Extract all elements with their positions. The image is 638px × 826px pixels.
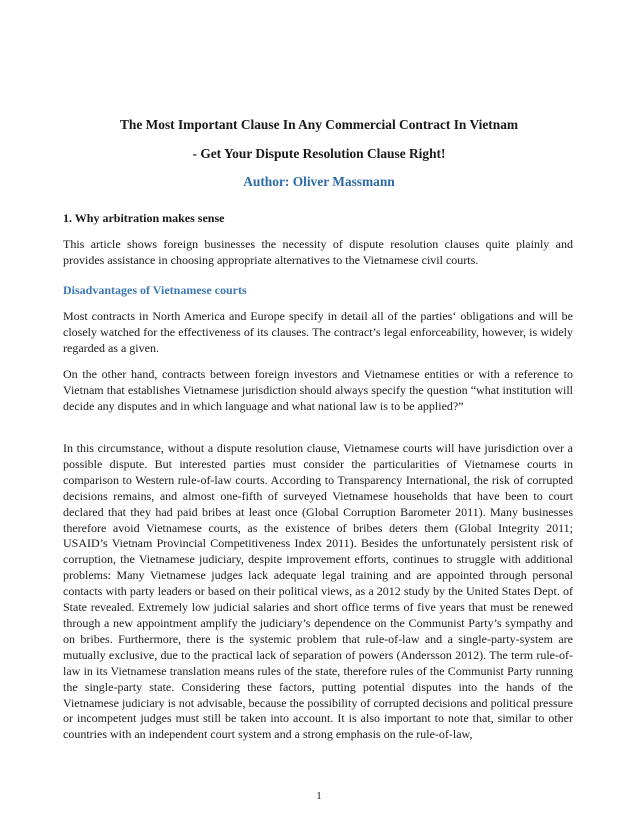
subheading: Disadvantages of Vietnamese courts (63, 283, 247, 297)
paragraph: On the other hand, contracts between foreign investors and Vietnamese entities or with a reference to Vietnam that establishes Vietnamese jurisdiction should always specify the question “what institution will decide any disputes and in which language and what national law is to be applied?” (63, 367, 573, 413)
author-line: Author: Oliver Massmann (243, 174, 395, 189)
paragraph: In this circumstance, without a dispute resolution clause, Vietnamese courts will have jurisdiction over a possible dispute. But interested parties must consider the particularities of Vietnamese courts in comparison to Western rule-of-law courts. According to Transparency International, the risk of corrupted decisions remains, and almost one-fifth of surveyed Vietnamese households that have been to court declared that they had paid bribes at least once (Global Corruption Barometer 2011). Many businesses therefore avoid Vietnamese courts, as the existence of bribes deters them (Global Integrity 2011; USAID’s Vietnam Provincial Competitiveness Index 2011). Besides the unfortunately persistent risk of corruption, the Vietnamese judiciary, despite improvement efforts, continues to struggle with additional problems: Many Vietnamese judges lack adequate legal training and are appointed through personal contacts with party leaders or based on their political views, as a 2012 study by the United States Dept. of State revealed. Extremely low judicial salaries and short office terms of five years that must be renewed through a new appointment amplify the judiciary’s dependence on the Communist Party’s sympathy and on bribes. Furthermore, there is the systemic problem that rule-of-law and a single-party-system are mutually exclusive, due to the practical lack of separation of powers (Andersson 2012). The term rule-of-law in its Vietnamese translation means rules of the state, therefore rules of the Communist Party running the single-party state. Considering these factors, putting potential disputes into the hands of the Vietnamese judiciary is not advisable, because the possibility of corrupted decisions and political pressure or incompetent judges must still be taken into account. It is also important to note that, similar to other countries with an independent court system and a strong emphasis on the rule-of-law, (63, 441, 573, 742)
document-title-line1: The Most Important Clause In Any Commercial Contract In Vietnam (119, 117, 519, 132)
document-title-line2: - Get Your Dispute Resolution Clause Right! (192, 146, 446, 161)
paragraph: Most contracts in North America and Europe specify in detail all of the parties‘ obligations and will be closely watched for the effectiveness of its clauses. The contract’s legal enforceability, however, is widely regarded as a given. (63, 309, 573, 355)
section-heading: 1. Why arbitration makes sense (63, 211, 225, 225)
page-number: 1 (316, 790, 322, 802)
intro-paragraph: This article shows foreign businesses the necessity of dispute resolution clauses quite plainly and provides assistance in choosing appropriate alternatives to the Vietnamese civil courts. (63, 237, 573, 267)
